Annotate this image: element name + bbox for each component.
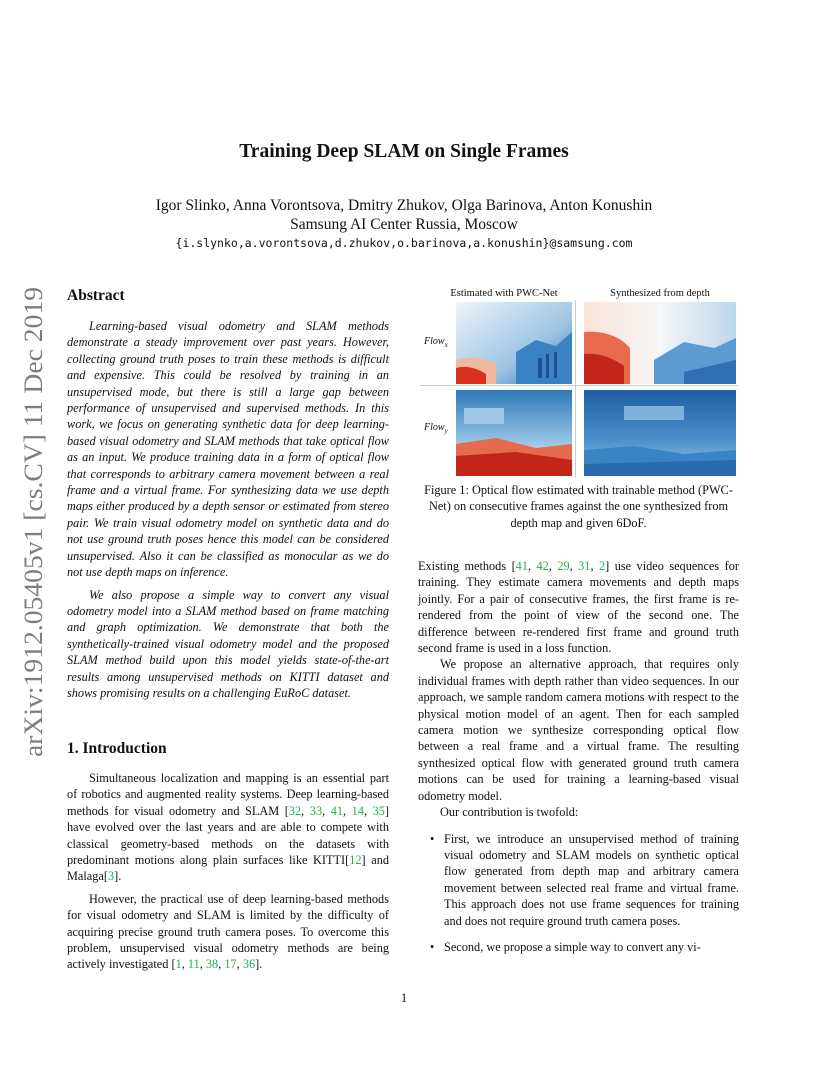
citation-link[interactable]: 41	[515, 559, 528, 573]
figure-1	[420, 288, 740, 476]
introduction-heading: 1. Introduction	[67, 740, 167, 757]
flow-y-estimated-image	[456, 390, 572, 476]
citation-link[interactable]: 17	[224, 957, 237, 972]
citation-link[interactable]: 2	[598, 559, 606, 573]
citation-link[interactable]: 41	[330, 803, 344, 818]
arxiv-stamp	[4, 285, 60, 759]
list-item: • Second, we propose a simple way to convert any vi-	[418, 939, 739, 955]
figure-1-caption: Figure 1: Optical flow estimated with trainable method (PWC-Net) on consecutive frames against the one synthesized from depth map and given 6DoF.	[424, 483, 733, 530]
citation-link[interactable]: 32	[288, 803, 302, 818]
arxiv-stamp-text: arXiv:1912.05405v1 [cs.CV] 11 Dec 2019	[19, 314, 48, 757]
list-item: • First, we introduce an unsupervised method of training visual odometry and SLAM models on synthetic optical flow generated from depth map and arbitrary camera movement between selected real frame and virtual frame. This approach does not use frame sequences for training and does not require ground truth camera poses.	[418, 831, 739, 929]
right-paragraph-1: Existing methods [41, 42, 29, 31, 2] use video sequences for training. They estimate camera movements and depth maps jointly. For a pair of consecutive frames, the first frame is re-rendered from the point of view of the second one. The difference between re-rendered first frame and ground truth second frame is used in a loss function.	[418, 559, 739, 656]
right-paragraph-3: Our contribution is twofold:	[440, 805, 579, 820]
citation-link[interactable]: 38	[205, 957, 219, 972]
citation-link[interactable]: 3	[107, 869, 115, 884]
intro-paragraph-1: Simultaneous localization and mapping is an essential part of robotics and augmented reality systems. Deep learning-based methods for visual odometry and SLAM [32, 33, 41, 14, 35] have evolved over the last years and are able to compete with classical geometry-based methods on the datasets with predominant motions along plain surfaces like KITTI[12] and Malaga[3].	[67, 771, 390, 884]
right-paragraph-2: We propose an alternative approach, that requires only individual frames with depth rather than video sequences. In our approach, we sample random camera motions with respect to the physical motion model of an agent. Then for each sampled camera motion we synthesize corresponding optical flow between a real frame and a virtual frame. The resulting synthesized optical flow with generated ground truth camera motions can be used for training a learning-based visual odometry model.	[418, 657, 739, 803]
citation-link[interactable]: 42	[536, 559, 549, 573]
abstract-paragraph-2: We also propose a simple way to convert any visual odometry model into a SLAM method based on frame matching and graph optimization. We demonstrate that both the synthetically-trained visual odometry model and the proposed SLAM method build upon this model yields state-of-the-art results among unsupervised methods on KITTI dataset and shows promising results on a challenging EuRoC dataset.	[67, 587, 389, 700]
figure-divider-vertical	[575, 300, 576, 478]
figure-divider-horizontal	[420, 385, 738, 386]
citation-link[interactable]: 31	[578, 559, 591, 573]
intro-paragraph-2: However, the practical use of deep learning-based methods for visual odometry and SLAM is limited by the difficulty of acquiring precise ground truth camera poses. To overcome this problem, unsupervised visual odometry methods are being actively investigated [1, 11, 38, 17, 36].	[67, 891, 389, 972]
author-list: Igor Slinko, Anna Vorontsova, Dmitry Zhukov, Olga Barinova, Anton Konushin	[155, 197, 653, 214]
figure-column-title-synth: Synthesized from depth	[610, 288, 710, 299]
flow-x-estimated-image	[456, 302, 572, 384]
abstract-paragraph-1: Learning-based visual odometry and SLAM methods demonstrate a steady improvement over past years. However, collecting ground truth poses to train these methods is difficult and expensive. This could be resolved by training in an unsupervised mode, but there is still a large gap between performance of unsupervised and supervised methods. In this work, we focus on generating synthetic data for deep learning-based visual odometry and SLAM methods that take optical flow as an input. We produce training data in a form of optical flow that corresponds to arbitrary camera movement between a real frame and a virtual frame. For synthesizing data we use depth maps either produced by a depth sensor or estimated from stereo pair. We train visual odometry model on synthetic data and do not use ground truth poses hence this model can be considered unsupervised. Also it can be classified as monocular as we do not use depth maps on inference.	[67, 319, 389, 580]
page-number: 1	[400, 991, 408, 1005]
right-column-body	[418, 558, 739, 965]
paper-title: Training Deep SLAM on Single Frames	[239, 141, 569, 162]
citation-link[interactable]: 12	[349, 853, 362, 868]
author-emails: {i.slynko,a.vorontsova,d.zhukov,o.barinova,a.konushin}@samsung.com	[175, 236, 633, 250]
introduction-body	[67, 770, 389, 979]
figure-row-label-flow-y: Flow$_y$	[424, 422, 448, 435]
citation-link[interactable]: 14	[351, 803, 364, 818]
citation-link[interactable]: 33	[309, 803, 323, 818]
abstract-body	[67, 318, 389, 707]
contribution-list	[418, 831, 739, 956]
abstract-heading: Abstract	[67, 287, 125, 304]
flow-x-synthesized-image	[584, 302, 736, 384]
citation-link[interactable]: 29	[557, 559, 570, 573]
citation-link[interactable]: 36	[242, 957, 256, 972]
citation-link[interactable]: 1	[175, 957, 182, 972]
author-block	[0, 196, 808, 234]
figure-column-title-pwc: Estimated with PWC-Net	[450, 288, 558, 299]
affiliation: Samsung AI Center Russia, Moscow	[290, 216, 518, 233]
flow-y-synthesized-image	[584, 390, 736, 476]
citation-link[interactable]: 35	[372, 803, 385, 818]
figure-row-label-flow-x: Flow$_x$	[424, 336, 448, 349]
citation-link[interactable]: 11	[187, 957, 200, 972]
